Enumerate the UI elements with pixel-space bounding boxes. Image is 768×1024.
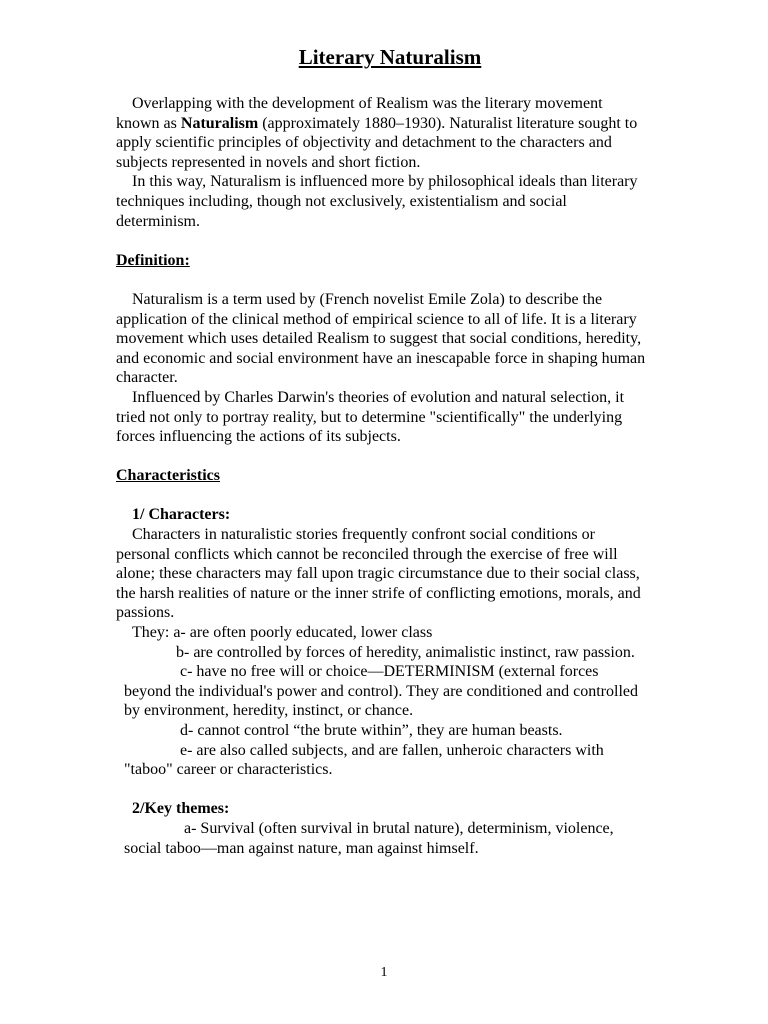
characters-list-item-c: c- have no free will or choice—DETERMINISM (external forces beyond the individual's power and control). They are conditioned and controlled by environment, heredity, instinct, or chance. (124, 663, 638, 720)
characters-subheading: 1/ Characters: (132, 506, 231, 524)
document-page (116, 44, 646, 858)
intro-text-1-end: (approximately 1880–1930). Naturalist literature sought to apply scientific principles of objectivity and detachment to the characters and subjects represented in novels and short fiction. (116, 114, 638, 171)
naturalism-bold-term: Naturalism (180, 114, 259, 132)
characters-list-item-e: e- are also called subjects, and are fallen, unheroic characters with "taboo" career or characteristics. (124, 741, 604, 779)
characters-list-item-a: They: a- are often poorly educated, lower class (132, 624, 433, 642)
section-spacer (116, 780, 646, 800)
characters-list-item-d: d- cannot control “the brute within”, they are human beasts. (180, 722, 563, 739)
key-themes-subheading: 2/Key themes: (132, 800, 230, 818)
characters-intro-paragraph: Characters in naturalistic stories frequently confront social conditions or personal conflicts which cannot be reconciled through the exercise of free will alone; these characters may fall upon tragic circumstance due to their social class, the harsh realities of nature or the inner strife of conflicting emotions, morals, and passions. (116, 526, 641, 622)
definition-paragraph-1: Naturalism is a term used by (French novelist Emile Zola) to describe the application of the clinical method of empirical science to all of life. It is a literary movement which uses detailed Realism to suggest that social conditions, heredity, and economic and social environment have an inescapable force in shaping human character. (116, 290, 646, 387)
definition-heading: Definition: (116, 251, 190, 269)
characters-list-item-b: b- are controlled by forces of heredity, animalistic instinct, raw passion. (176, 643, 635, 661)
page-title: Literary Naturalism (298, 45, 482, 69)
key-themes-item-a: a- Survival (often survival in brutal nature), determinism, violence, social taboo—man against nature, man against himself. (124, 819, 614, 857)
intro-text-1: Overlapping with the development of Realism was the literary movement known as (116, 95, 603, 132)
characteristics-heading: Characteristics (116, 467, 220, 485)
page-number: 1 (380, 965, 388, 980)
definition-paragraph-2: Influenced by Charles Darwin's theories of evolution and natural selection, it tried not only to portray reality, but to determine "scientifically" the underlying forces influencing the actions of its subjects. (116, 388, 625, 446)
intro-paragraph-2: In this way, Naturalism is influenced more by philosophical ideals than literary techniques including, though not exclusively, existentialism and social determinism. (116, 173, 638, 230)
intro-paragraph-1 (116, 94, 646, 172)
